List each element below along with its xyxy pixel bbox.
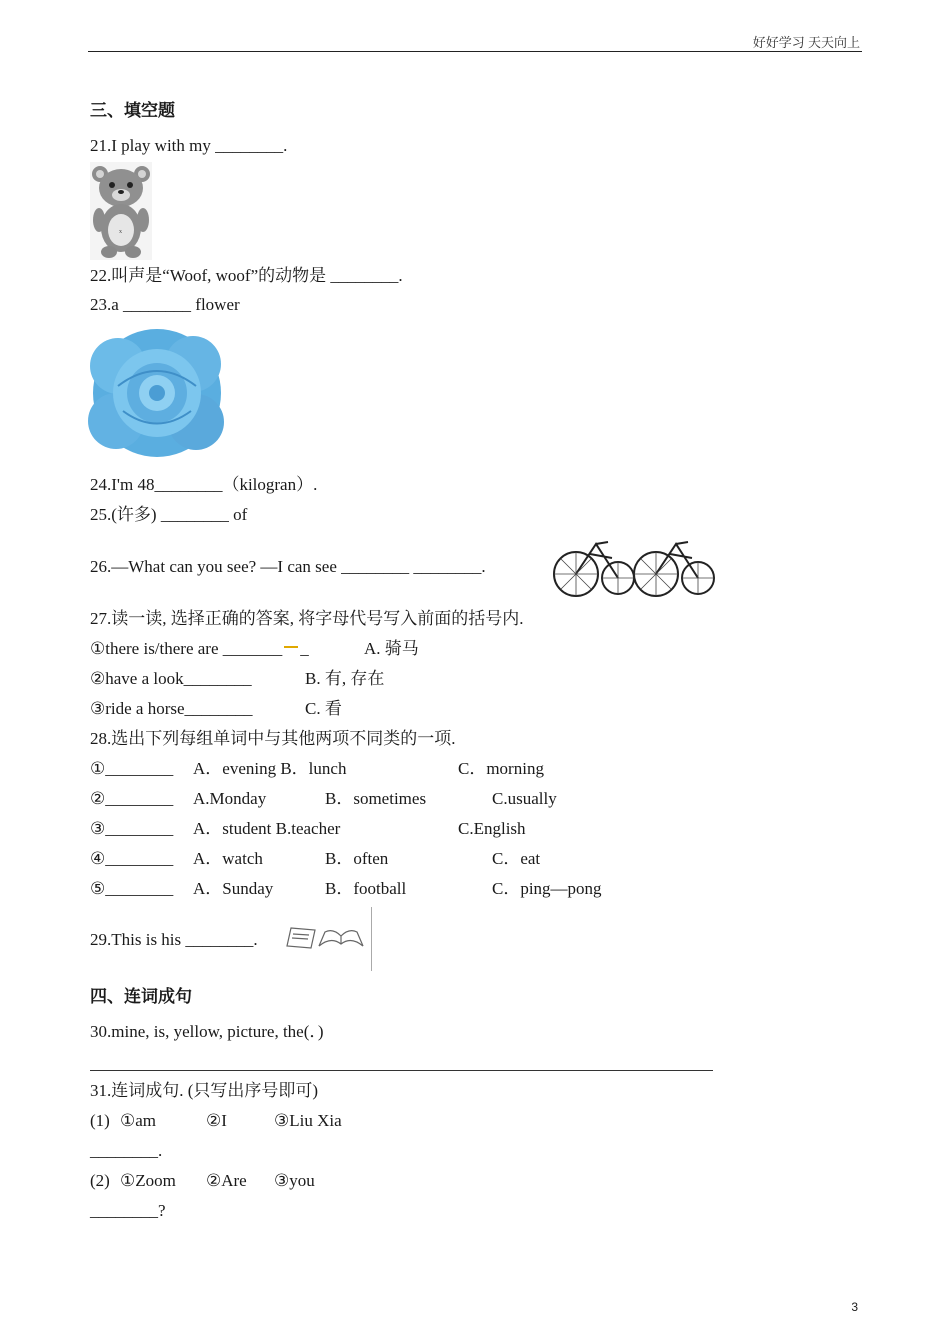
q31-part-1-label: (1) — [90, 1111, 110, 1130]
q28-row-4-a: A．watch — [193, 849, 263, 868]
q31-part-1-word-2: ②I — [206, 1111, 227, 1130]
q31-part-2-word-1: ①Zoom — [120, 1171, 176, 1190]
q28-row-3-c: C.English — [458, 819, 526, 838]
q31-part-2-word-3: ③you — [274, 1171, 315, 1190]
q31-part-2-word-2: ②Are — [206, 1171, 247, 1190]
q28-row-2-blank: ②________ — [90, 789, 174, 808]
q31-part-1-word-1: ①am — [120, 1111, 157, 1130]
page-number: 3 — [851, 1300, 858, 1314]
section-3-title: 三、填空题 — [90, 101, 175, 121]
question-29: 29.This is his ________. — [90, 930, 258, 949]
section-4-title: 四、连词成句 — [90, 987, 192, 1007]
vertical-divider — [371, 907, 372, 971]
notebook-and-book-icon — [285, 924, 365, 952]
q28-row-3-a: A．student B.teacher — [193, 819, 341, 838]
q27-item-3-left: ③ride a horse________ — [90, 699, 253, 718]
highlight-mark — [284, 646, 298, 648]
q28-row-2-a: A.Monday — [193, 789, 267, 808]
question-22: 22.叫声是“Woof, woof”的动物是 ________. — [90, 266, 403, 285]
question-23: 23.a ________ flower — [90, 295, 240, 314]
question-31: 31.连词成句. (只写出序号即可) — [90, 1081, 319, 1100]
q28-row-5-blank: ⑤________ — [90, 879, 174, 898]
q31-part-1-word-3: ③Liu Xia — [274, 1111, 342, 1130]
q27-item-2-right: B. 有, 存在 — [305, 669, 385, 688]
question-28: 28.选出下列每组单词中与其他两项不同类的一项. — [90, 729, 456, 748]
q28-row-4-c: C．eat — [492, 849, 541, 868]
q28-row-4-b: B．often — [325, 849, 389, 868]
header-divider — [88, 51, 862, 52]
q31-part-2-answer: ________? — [90, 1201, 166, 1220]
q28-row-4-blank: ④________ — [90, 849, 174, 868]
q27-item-1-right: A. 骑马 — [364, 639, 419, 658]
teddy-bear-image — [90, 162, 152, 260]
q28-row-5-a: A．Sunday — [193, 879, 274, 898]
header-text: 好好学习 天天向上 — [752, 35, 860, 50]
q28-row-3-blank: ③________ — [90, 819, 174, 838]
answer-line — [90, 1070, 713, 1071]
q31-part-1-answer: ________. — [90, 1141, 163, 1160]
q28-row-5-c: C．ping—pong — [492, 879, 602, 898]
q27-item-1-tail: _ — [300, 639, 309, 658]
q28-row-1-a: A．evening B．lunch — [193, 759, 347, 778]
question-30: 30.mine, is, yellow, picture, the(．) — [90, 1022, 324, 1041]
q28-row-1-blank: ①________ — [90, 759, 174, 778]
bicycles-image — [552, 528, 716, 602]
question-26: 26.—What can you see? —I can see ________ ________. — [90, 557, 486, 576]
question-21: 21.I play with my ________. — [90, 136, 288, 155]
question-25: 25.(许多) ________ of — [90, 505, 248, 524]
q28-row-2-b: B．sometimes — [325, 789, 427, 808]
q28-row-5-b: B．football — [325, 879, 407, 898]
question-27: 27.读一读, 选择正确的答案, 将字母代号写入前面的括号内. — [90, 609, 524, 628]
blue-flower-image — [88, 326, 226, 460]
q27-item-1 — [90, 639, 309, 659]
q28-row-2-c: C.usually — [492, 789, 557, 808]
q28-row-1-c: C．morning — [458, 759, 544, 778]
q27-item-3-right: C. 看 — [305, 699, 342, 718]
q31-part-2-label: (2) — [90, 1171, 110, 1190]
svg-text:x: x — [119, 229, 122, 235]
question-24: 24.I'm 48________（kilogran）. — [90, 475, 318, 494]
q27-item-2-left: ②have a look________ — [90, 669, 252, 688]
q27-item-1-left: ①there is/there are _______ — [90, 639, 283, 658]
